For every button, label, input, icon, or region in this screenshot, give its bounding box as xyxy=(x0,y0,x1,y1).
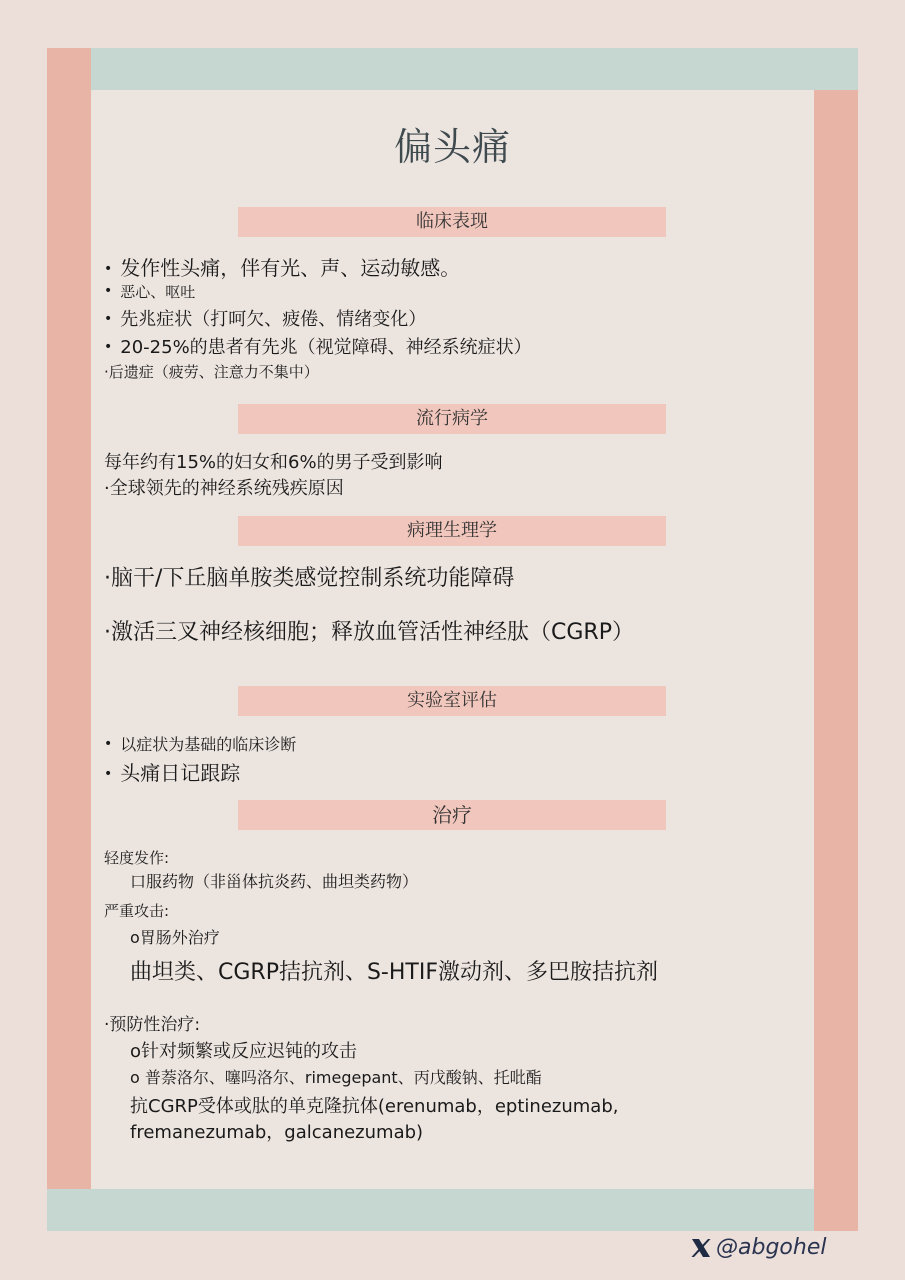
bullet-icon: • xyxy=(104,283,113,299)
lab-item-1 xyxy=(104,732,296,755)
clinical-item-1-text: 发作性头痛，伴有光、声、运动敏感。 xyxy=(120,256,461,280)
bullet-icon: • xyxy=(104,311,113,327)
bullet-icon: • xyxy=(104,766,113,782)
clinical-item-2 xyxy=(104,281,195,302)
x-logo-icon xyxy=(690,1237,712,1259)
treatment-severe-label: 严重攻击: xyxy=(104,902,170,920)
lab-item-2-text: 头痛日记跟踪 xyxy=(120,761,241,785)
pathophysiology-item-1: ·脑干/下丘脑单胺类感觉控制系统功能障碍 xyxy=(104,566,515,591)
clinical-item-3 xyxy=(104,305,426,331)
treatment-prevent-item-3: 抗CGRP受体或肽的单克隆抗体(erenumab，eptinezumab, xyxy=(130,1096,619,1117)
pathophysiology-item-2: ·激活三叉神经核细胞；释放血管活性神经肽（CGRP） xyxy=(104,620,634,645)
section-header-pathophysiology: 病理生理学 xyxy=(238,516,666,546)
section-header-clinical: 临床表现 xyxy=(238,207,666,237)
bullet-icon: • xyxy=(104,339,113,355)
page-title: 偏头痛 xyxy=(393,125,511,169)
section-header-epidemiology: 流行病学 xyxy=(238,404,666,434)
clinical-item-3-text: 先兆症状（打呵欠、疲倦、情绪变化） xyxy=(120,309,427,330)
left-decor-bar xyxy=(47,48,91,1231)
treatment-severe-item: o胃肠外治疗 xyxy=(130,928,220,947)
epidemiology-item-1: 每年约有15%的妇女和6%的男子受到影响 xyxy=(104,452,443,473)
treatment-mild-item: 口服药物（非甾体抗炎药、曲坦类药物） xyxy=(130,872,419,891)
treatment-mild-label: 轻度发作: xyxy=(104,849,170,867)
treatment-prevent-item-4: fremanezumab，galcanezumab) xyxy=(130,1122,424,1143)
bullet-icon: • xyxy=(104,736,113,752)
treatment-prevent-label: ·预防性治疗: xyxy=(104,1015,201,1035)
clinical-item-2-text: 恶心、呕吐 xyxy=(120,283,196,301)
clinical-item-4-text: 20-25%的患者有先兆（视觉障碍、神经系统症状） xyxy=(120,337,532,358)
watermark-handle: @abgohel xyxy=(716,1235,827,1260)
treatment-prevent-item-1: o针对频繁或反应迟钝的攻击 xyxy=(130,1041,358,1062)
section-header-lab: 实验室评估 xyxy=(238,686,666,716)
section-header-treatment: 治疗 xyxy=(238,800,666,830)
treatment-severe-drugs: 曲坦类、CGRP拮抗剂、S-HTIF激动剂、多巴胺拮抗剂 xyxy=(130,960,658,985)
top-decor-bar xyxy=(91,48,858,90)
clinical-item-5: ·后遗症（疲劳、注意力不集中） xyxy=(104,363,319,381)
epidemiology-item-2: ·全球领先的神经系统残疾原因 xyxy=(104,478,344,499)
bottom-decor-bar xyxy=(47,1189,814,1231)
clinical-item-1 xyxy=(104,252,460,281)
treatment-prevent-item-2: o 普萘洛尔、噻吗洛尔、rimegepant、丙戊酸钠、托吡酯 xyxy=(130,1068,542,1087)
clinical-item-4 xyxy=(104,333,532,359)
bullet-icon: • xyxy=(104,261,113,277)
right-decor-bar xyxy=(814,90,858,1231)
watermark xyxy=(690,1235,826,1260)
lab-item-1-text: 以症状为基础的临床诊断 xyxy=(120,735,297,754)
lab-item-2 xyxy=(104,757,240,786)
